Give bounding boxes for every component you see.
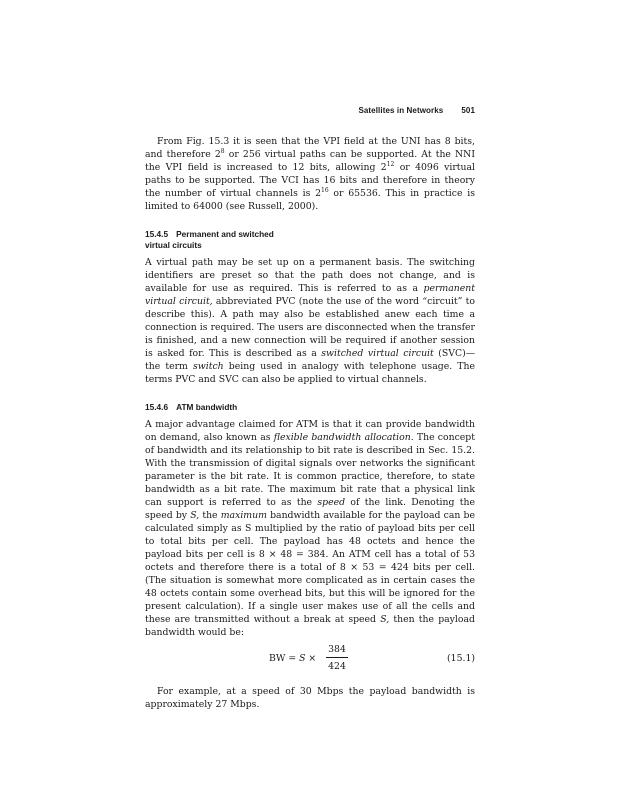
equation-denominator: 424 bbox=[328, 661, 346, 672]
section-heading-atm-bandwidth bbox=[145, 402, 475, 413]
section-title-line2: virtual circuits bbox=[145, 240, 202, 250]
running-header bbox=[145, 106, 475, 115]
paragraph-atm-bandwidth: A major advantage claimed for ATM is that it can provide bandwidth on demand, also known as flexible bandwidth allocation. The concept of bandwidth and its relationship to bit rate is described in Sec. 15.2. With the transmission of digital signals over networks the significant parameter is the bit rate. It is common practice, therefore, to state bandwidth as a bit rate. The maximum bit rate that a physical link can support is referred to as the speed of the link. Denoting the speed by S, the maximum bandwidth available for the payload can be calculated simply as S multiplied by the ratio of payload bits per cell to total bits per cell. The payload has 48 octets and hence the payload bits per cell is 8 × 48 = 384. An ATM cell has a total of 53 octets and therefore there is a total of 8 × 53 = 424 bits per cell. (The situation is somewhat more complicated as in certain cases the 48 octets contain some overhead bits, but this will be ignored for the present calculation). If a single user makes use of all the cells and these are transmitted without a break at speed S, then the payload bandwidth would be: bbox=[145, 419, 475, 638]
section-number: 15.4.5 bbox=[145, 229, 169, 239]
equation-15-1 bbox=[145, 643, 475, 677]
fraction-bar bbox=[326, 657, 348, 658]
page-number: 501 bbox=[461, 106, 475, 115]
running-title: Satellites in Networks bbox=[358, 106, 444, 115]
document-page bbox=[145, 0, 475, 800]
equation-fraction bbox=[326, 643, 348, 673]
paragraph-vpi-vci: From Fig. 15.3 it is seen that the VPI field at the UNI has 8 bits, and therefore $2^8$ or 256 virtual paths can be supported. At the NNI the VPI field is increased to 12 bits, allowing $2^{12}$ or 4096 virtual paths to be supported. The VCI has 16 bits and therefore in theory the number of virtual channels is $2^{16}$ or 65536. This in practice is limited to 64000 (see Russell, 2000). bbox=[145, 136, 476, 212]
equation-lhs: BW = S × bbox=[269, 653, 317, 664]
section-heading-permanent-switched bbox=[145, 229, 475, 251]
section-title-line1: Permanent and switched bbox=[176, 229, 274, 239]
section-number: 15.4.6 bbox=[145, 402, 169, 412]
paragraph-pvc-svc: A virtual path may be set up on a permanent basis. The switching identifiers are preset so that the path does not change, and is available for use as required. This is referred to as a permanent virtual circuit, abbreviated PVC (note the use of the word “circuit” to describe this). A path may also be established anew each time a connection is required. The users are disconnected when the transfer is finished, and a new connection will be required if another session is asked for. This is described as a switched virtual circuit (SVC)— the term switch being used in analogy with telephone usage. The terms PVC and SVC can also be applied to virtual channels. bbox=[145, 257, 476, 385]
page-body bbox=[145, 135, 475, 711]
paragraph-example: For example, at a speed of 30 Mbps the payload bandwidth is approximately 27 Mbps. bbox=[145, 686, 475, 710]
equation-number: (15.1) bbox=[447, 653, 475, 664]
section-title: ATM bandwidth bbox=[176, 402, 238, 412]
equation-numerator: 384 bbox=[328, 644, 346, 655]
